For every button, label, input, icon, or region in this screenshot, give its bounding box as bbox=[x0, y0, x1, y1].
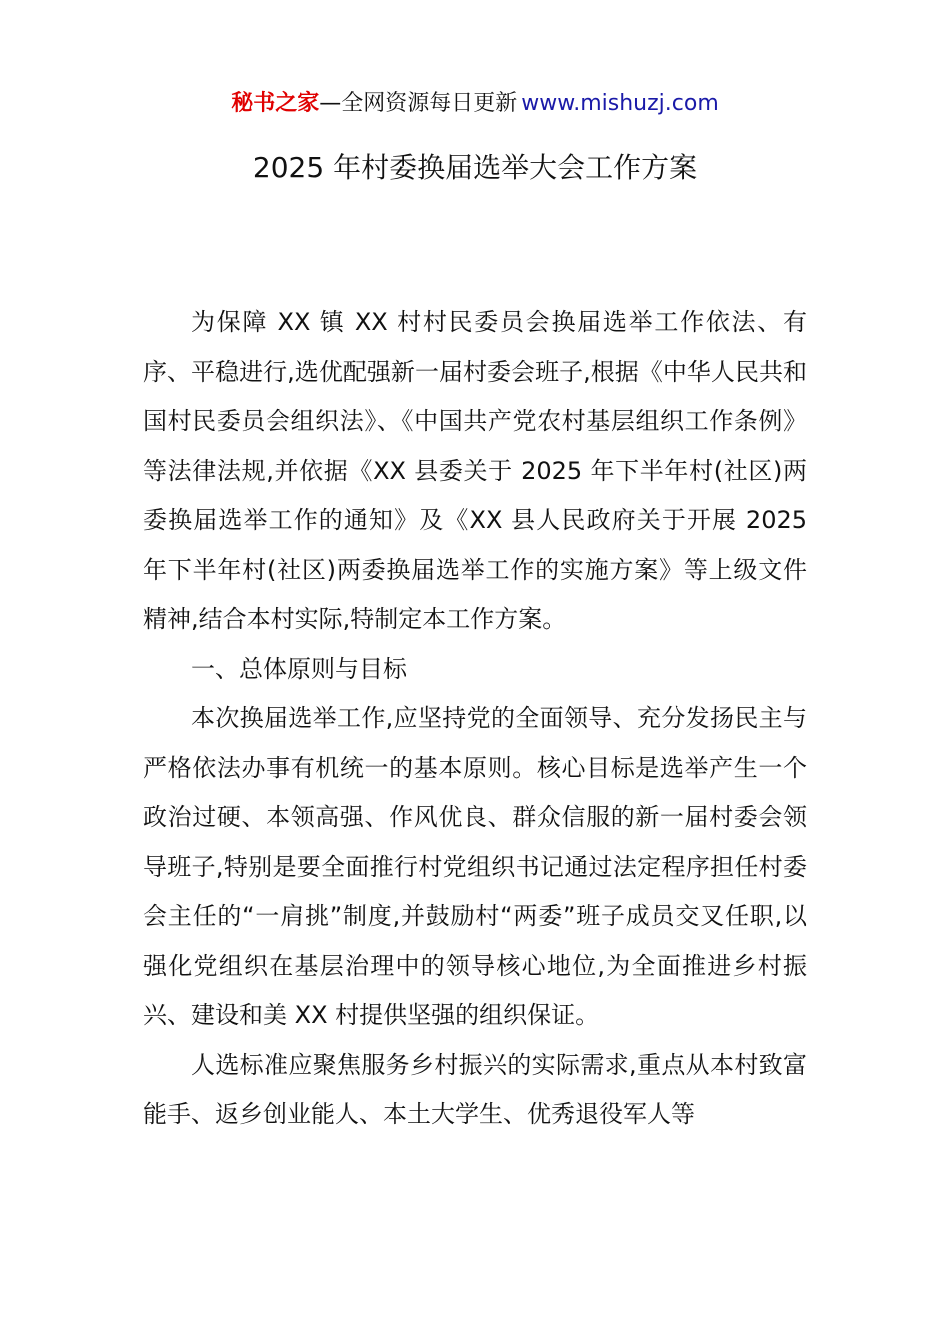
document-body bbox=[143, 298, 807, 1140]
paragraph-intro: 为保障 XX 镇 XX 村村民委员会换届选举工作依法、有序、平稳进行,选优配强新一届村委会班子,根据《中华人民共和国村民委员会组织法》、《中国共产党农村基层组织工作条例》等法律法规,并依据《XX 县委关于 2025 年下半年村(社区)两委换届选举工作的通知》及《XX 县人民政府关于开展 2025 年下半年村(社区)两委换届选举工作的实施方案》等上级文件精神,结合本村实际,特制定本工作方案。 bbox=[143, 308, 807, 633]
document-title: 2025 年村委换届选举大会工作方案 bbox=[252, 151, 698, 184]
section-heading-1: 一、总体原则与目标 bbox=[191, 654, 407, 683]
paragraph-principles: 本次换届选举工作,应坚持党的全面领导、充分发扬民主与严格依法办事有机统一的基本原则。核心目标是选举产生一个政治过硬、本领高强、作风优良、群众信服的新一届村委会领导班子,特别是要全面推行村党组织书记通过法定程序担任村委会主任的“一肩挑”制度,并鼓励村“两委”班子成员交叉任职,以强化党组织在基层治理中的领导核心地位,为全面推进乡村振兴、建设和美 XX 村提供坚强的组织保证。 bbox=[143, 704, 807, 1029]
brand-name: 秘书之家 bbox=[231, 91, 320, 116]
site-header bbox=[0, 86, 950, 122]
header-slogan: —全网资源每日更新 bbox=[319, 91, 518, 116]
paragraph-candidates: 人选标准应聚焦服务乡村振兴的实际需求,重点从本村致富能手、返乡创业能人、本土大学生、优秀退役军人等 bbox=[143, 1050, 807, 1128]
site-url-link[interactable]: www.mishuzj.com bbox=[521, 91, 719, 116]
